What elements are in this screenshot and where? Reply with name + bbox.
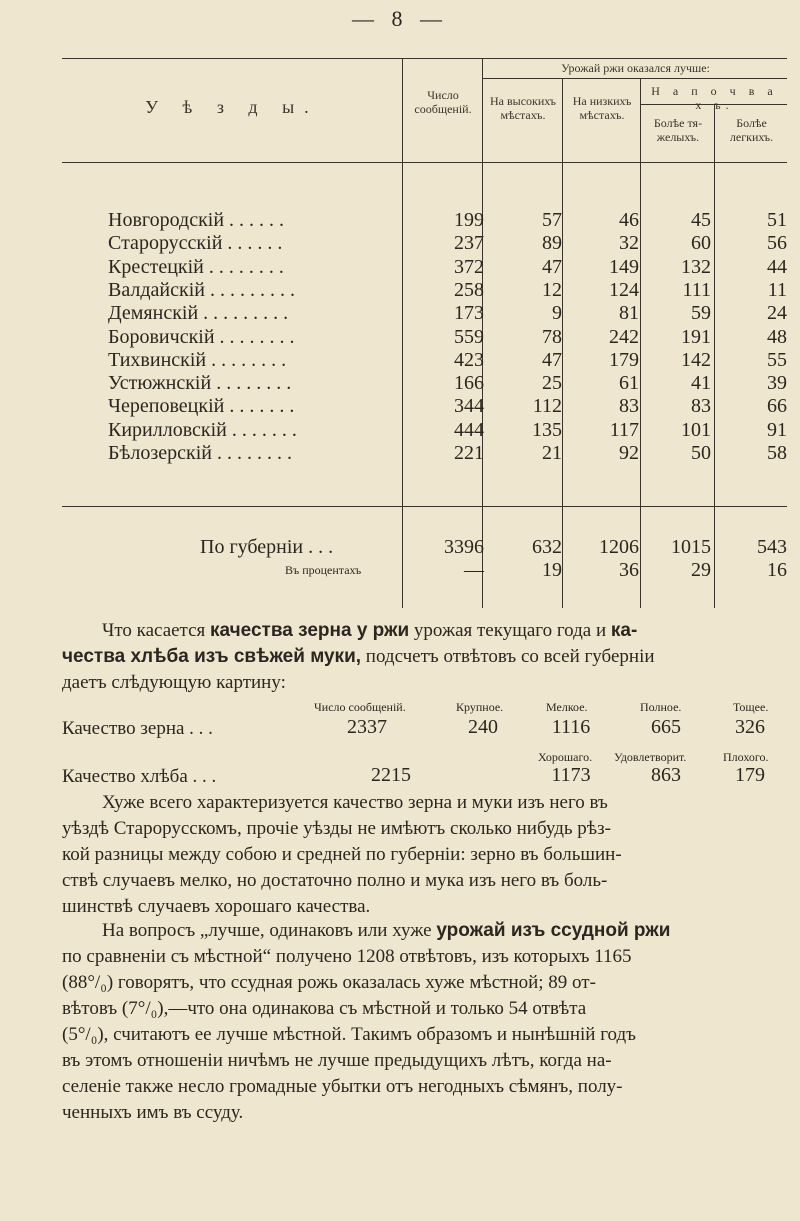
- table-row-light: 44: [767, 255, 787, 278]
- q-header-thin: Тощее.: [733, 700, 769, 714]
- table-row-name: Демянскій . . . . . . . . .: [108, 302, 289, 325]
- q-header-large: Крупное.: [456, 700, 504, 714]
- table-row-name: Старорусскій . . . . . .: [108, 232, 283, 255]
- total-light: 543: [757, 536, 787, 558]
- table-row-name: Тихвинскій . . . . . . . .: [108, 348, 287, 371]
- table-row-heavy: 111: [682, 278, 711, 301]
- table-row-high: 47: [542, 255, 562, 278]
- grain-count: 2337: [347, 716, 387, 738]
- percent-heavy: 29: [691, 559, 711, 581]
- table-row-name: Новгородскій . . . . . .: [108, 209, 285, 231]
- para1-line2: [62, 644, 792, 670]
- table-row-name: Валдайскій . . . . . . . . .: [108, 278, 295, 301]
- col-divider-5: [714, 104, 715, 608]
- table-row-count: 444: [454, 418, 484, 441]
- table-row-light: 11: [767, 278, 787, 301]
- table-row-light: 55: [767, 348, 787, 371]
- grain-full: 665: [651, 716, 681, 738]
- table-row-heavy: 132: [681, 255, 711, 278]
- table-row-name: Кирилловскій . . . . . . .: [108, 418, 297, 441]
- para1-line1: [62, 618, 792, 644]
- para3-line: по сравненіи съ мѣстной“ получено 1208 отвѣтовъ, изъ которыхъ 1165: [62, 946, 632, 967]
- bread-satisf: 863: [651, 764, 681, 786]
- table-row-light: 91: [767, 418, 787, 441]
- text: На вопросъ „лучше, одинаковъ или хуже: [102, 920, 437, 941]
- para3-line: ченныхъ имъ въ ссуду.: [62, 1102, 244, 1123]
- table-row-high: 12: [542, 278, 562, 301]
- header-district: У ѣ з д ы.: [145, 97, 319, 117]
- text: Что касается: [102, 620, 211, 641]
- table-row-high: 78: [542, 325, 562, 348]
- col-divider-1: [402, 58, 403, 608]
- table-row-heavy: 59: [691, 302, 711, 325]
- para2-line: уѣздѣ Старорусскомъ, прочіе уѣзды не имѣютъ сколько нибудь рѣз-: [62, 818, 611, 839]
- table-row-light: 56: [767, 232, 787, 255]
- para3-line: въ этомъ отношеніи ничѣмъ не лучше предыдущихъ лѣтъ, когда на-: [62, 1050, 612, 1071]
- table-row-count: 344: [454, 395, 484, 418]
- para2-line: шинствѣ случаевъ хорошаго качества.: [62, 896, 371, 917]
- table-row-high: 25: [542, 372, 562, 395]
- emphasis: урожай изъ ссудной ржи: [436, 920, 671, 941]
- q-header-full: Полное.: [640, 700, 682, 714]
- table-row-count: 166: [454, 372, 484, 395]
- table-row-low: 124: [609, 278, 639, 301]
- bread-quality-label: Качество хлѣба . . .: [62, 766, 217, 787]
- header-low: На низкихъ мѣстахъ.: [572, 94, 632, 122]
- q-header-count: Число сообщеній.: [314, 700, 406, 714]
- emphasis: ка-: [610, 620, 638, 641]
- table-row-light: 51: [767, 209, 787, 231]
- percent-high: 19: [542, 559, 562, 581]
- col-divider-3: [562, 78, 563, 608]
- percent-low: 36: [619, 559, 639, 581]
- table-row-low: 117: [609, 418, 639, 441]
- table-row-low: 92: [619, 442, 639, 464]
- bread-good: 1173: [551, 764, 591, 786]
- table-row-light: 58: [767, 442, 787, 464]
- percent-name: Въ процентахъ: [285, 563, 362, 577]
- table-top-rule: [62, 58, 787, 59]
- table-row-low: 242: [609, 325, 639, 348]
- header-heavy: Болѣе тя-желыхъ.: [653, 116, 703, 144]
- table-row-low: 81: [619, 302, 639, 325]
- header-light: Болѣе легкихъ.: [729, 116, 774, 144]
- table-row-low: 83: [619, 395, 639, 418]
- table-row-low: 61: [619, 372, 639, 395]
- total-count: 3396: [444, 536, 484, 558]
- percent-light: 16: [767, 559, 787, 581]
- percent-count: —: [464, 559, 484, 581]
- table-row-low: 32: [619, 232, 639, 255]
- grain-thin: 326: [735, 716, 765, 738]
- para2-line: Хуже всего характеризуется качество зерна и муки изъ него въ: [102, 792, 608, 813]
- header-group: Урожай ржи оказался лучше:: [561, 61, 710, 75]
- table-row-heavy: 101: [681, 418, 711, 441]
- table-row-count: 559: [454, 325, 484, 348]
- bread-bad: 179: [735, 764, 765, 786]
- header-high: На высокихъ мѣстахъ.: [489, 94, 557, 122]
- table-row-heavy: 83: [691, 395, 711, 418]
- header-soil: Н а п о ч в а х ъ.: [651, 84, 778, 112]
- table-row-high: 47: [542, 348, 562, 371]
- total-high: 632: [532, 536, 562, 558]
- q-header-good: Хорошаго.: [538, 750, 593, 764]
- table-row-light: 24: [767, 302, 787, 325]
- emphasis: качества зерна у ржи: [210, 620, 410, 641]
- para2-line: ствѣ случаевъ мелко, но достаточно полно и мука изъ него въ боль-: [62, 870, 608, 891]
- table-row-light: 39: [767, 372, 787, 395]
- table-row-light: 48: [767, 325, 787, 348]
- table-row-count: 173: [454, 302, 484, 325]
- table-row-high: 21: [542, 442, 562, 464]
- table-row-count: 221: [454, 442, 484, 464]
- table-row-heavy: 142: [681, 348, 711, 371]
- table-row-name: Устюжнскій . . . . . . . .: [108, 372, 292, 395]
- table-row-heavy: 60: [691, 232, 711, 255]
- q-header-small: Мелкое.: [546, 700, 588, 714]
- table-row-count: 423: [454, 348, 484, 371]
- table-row-low: 46: [619, 209, 639, 231]
- total-name: По губерніи . . .: [200, 536, 334, 558]
- para1-line3: даетъ слѣдующую картину:: [62, 672, 286, 693]
- table-row-name: Боровичскій . . . . . . . .: [108, 325, 295, 348]
- text: урожая текущаго года и: [409, 620, 611, 641]
- table-row-count: 237: [454, 232, 484, 255]
- table-row-light: 66: [767, 395, 787, 418]
- table-row-heavy: 50: [691, 442, 711, 464]
- table-row-high: 9: [552, 302, 562, 325]
- para3-line1: [62, 918, 792, 944]
- para3-line: селеніе также несло громадные убытки отъ негодныхъ сѣмянъ, полу-: [62, 1076, 623, 1097]
- table-row-count: 372: [454, 255, 484, 278]
- para2-line: кой разницы между собою и средней по губерніи: зерно въ большин-: [62, 844, 622, 865]
- table-row-high: 57: [542, 209, 562, 231]
- page-number: — 8 —: [352, 6, 448, 31]
- table-row-low: 149: [609, 255, 639, 278]
- bread-count: 2215: [371, 764, 411, 786]
- grain-quality-label: Качество зерна . . .: [62, 718, 213, 739]
- table-row-count: 199: [454, 209, 484, 231]
- table-row-name: Череповецкій . . . . . . .: [108, 395, 295, 418]
- q-header-satisf: Удовлетворит.: [614, 750, 687, 764]
- text: подсчетъ отвѣтовъ со всей губерніи: [361, 646, 655, 667]
- table-row-heavy: 41: [691, 372, 711, 395]
- table-row-heavy: 45: [691, 209, 711, 231]
- total-low: 1206: [599, 536, 639, 558]
- para3-line: (5°/₀), считаютъ ее лучше мѣстной. Такимъ образомъ и нынѣшній годъ: [62, 1024, 636, 1045]
- table-row-high: 89: [542, 232, 562, 255]
- table-row-name: Крестецкій . . . . . . . .: [108, 255, 284, 278]
- table-row-name: Бѣлозерскій . . . . . . . .: [108, 442, 292, 464]
- total-heavy: 1015: [671, 536, 711, 558]
- para3-line: (88°/₀) говорятъ, что ссудная рожь оказалась хуже мѣстной; 89 от-: [62, 972, 596, 993]
- col-divider-4: [640, 78, 641, 608]
- grain-large: 240: [468, 716, 498, 738]
- table-row-heavy: 191: [681, 325, 711, 348]
- table-row-count: 258: [454, 278, 484, 301]
- header-bottom-rule: [62, 162, 787, 163]
- group-header-rule: [482, 78, 787, 79]
- table-row-high: 135: [532, 418, 562, 441]
- q-header-bad: Плохого.: [723, 750, 769, 764]
- table-row-high: 112: [532, 395, 562, 418]
- total-rule: [62, 506, 787, 507]
- para3-line: вѣтовъ (7°/₀),—что она одинакова съ мѣстной и только 54 отвѣта: [62, 998, 587, 1019]
- grain-small: 1116: [551, 716, 591, 738]
- header-count: Число сообщеній.: [414, 88, 472, 116]
- emphasis: чества хлѣба изъ свѣжей муки,: [62, 646, 362, 667]
- table-row-low: 179: [609, 348, 639, 371]
